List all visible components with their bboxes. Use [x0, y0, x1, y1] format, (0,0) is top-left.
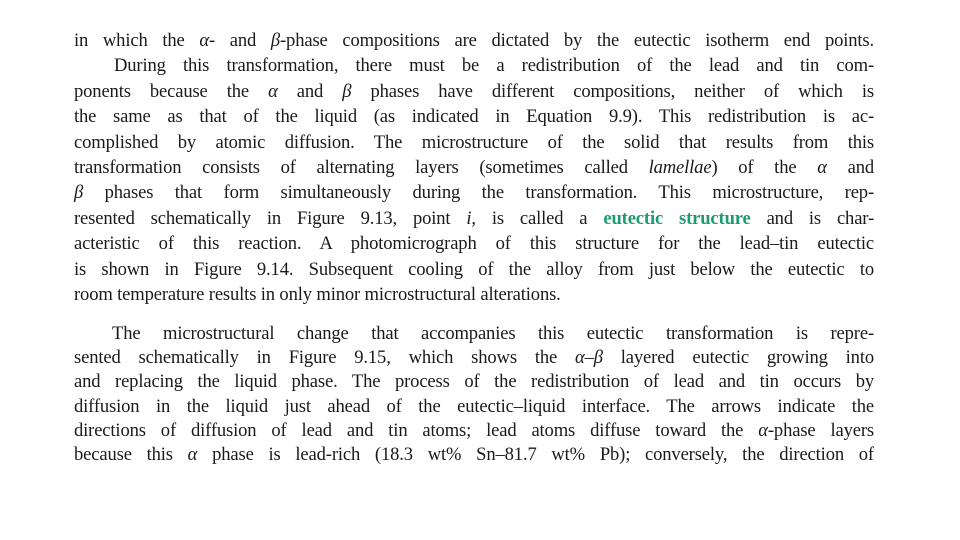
text-line [74, 155, 874, 180]
text-line-content: transformation consists of alternating layers (sometimes called lamellae) of the α and [74, 156, 874, 178]
text-line-content: diffusion in the liquid just ahead of the eutectic–liquid interface. The arrows indicate the [74, 395, 874, 417]
text-line [74, 104, 874, 129]
paragraph-eutectic-transformation [74, 28, 874, 307]
text-line [74, 322, 874, 346]
greek-symbol: β [74, 182, 84, 204]
greek-symbol: β [593, 347, 603, 369]
text-line-content: The microstructural change that accompanies this eutectic transformation is repre- [112, 323, 874, 344]
text-line-content: resented schematically in Figure 9.13, point i, is called a eutectic structure and is char- [74, 207, 875, 229]
highlighted-term: eutectic structure [603, 207, 751, 229]
text-line [74, 443, 874, 467]
greek-symbol: α [199, 30, 209, 51]
text-line-content: room temperature results in only minor microstructural alterations. [74, 283, 561, 305]
text-line [74, 346, 874, 370]
text-line-content: β phases that form simultaneously during the transformation. This microstructure, rep- [74, 182, 874, 204]
text-line [74, 53, 874, 78]
text-line [74, 419, 874, 443]
text-line-with-highlight [74, 206, 874, 231]
text-line [74, 370, 874, 394]
greek-symbol: β [270, 30, 280, 51]
greek-symbol: α [817, 156, 827, 178]
emphasized-term: i [466, 207, 472, 229]
greek-symbol: α [758, 419, 768, 441]
paragraph-microstructural-change [74, 322, 874, 467]
text-line-content: in which the α- and β-phase compositions are dictated by the eutectic isotherm end points. [74, 30, 874, 51]
text-line-content: and replacing the liquid phase. The process of the redistribution of lead and tin occurs by [74, 371, 874, 393]
text-line-content: During this transformation, there must be a redistribution of the lead and tin com- [114, 55, 874, 77]
emphasized-term: lamellae [648, 156, 712, 178]
text-line-content: ponents because the α and β phases have different compositions, neither of which is [74, 80, 874, 102]
text-line-content: the same as that of the liquid (as indicated in Equation 9.9). This redistribution is ac- [74, 106, 874, 128]
greek-symbol: α [268, 80, 278, 102]
text-line [74, 79, 874, 104]
text-line [74, 282, 874, 307]
text-line-content: complished by atomic diffusion. The microstructure of the solid that results from this [74, 131, 874, 153]
text-line [74, 180, 874, 205]
text-line [74, 28, 874, 53]
greek-symbol: α [187, 443, 198, 465]
text-line [74, 395, 874, 419]
text-line-content: is shown in Figure 9.14. Subsequent cooling of the alloy from just below the eutectic to [74, 258, 874, 280]
greek-symbol: β [342, 80, 352, 102]
text-line [74, 257, 874, 282]
text-line [74, 231, 874, 256]
text-line-content: sented schematically in Figure 9.15, which shows the α–β layered eutectic growing into [74, 347, 874, 369]
greek-symbol: α [574, 347, 585, 369]
text-line-content: because this α phase is lead-rich (18.3 wt% Sn–81.7 wt% Pb); conversely, the direction of [74, 443, 874, 465]
text-line [74, 130, 874, 155]
text-line-content: directions of diffusion of lead and tin atoms; lead atoms diffuse toward the α-phase layers [74, 419, 874, 441]
text-line-content: acteristic of this reaction. A photomicrograph of this structure for the lead–tin eutectic [74, 233, 874, 255]
